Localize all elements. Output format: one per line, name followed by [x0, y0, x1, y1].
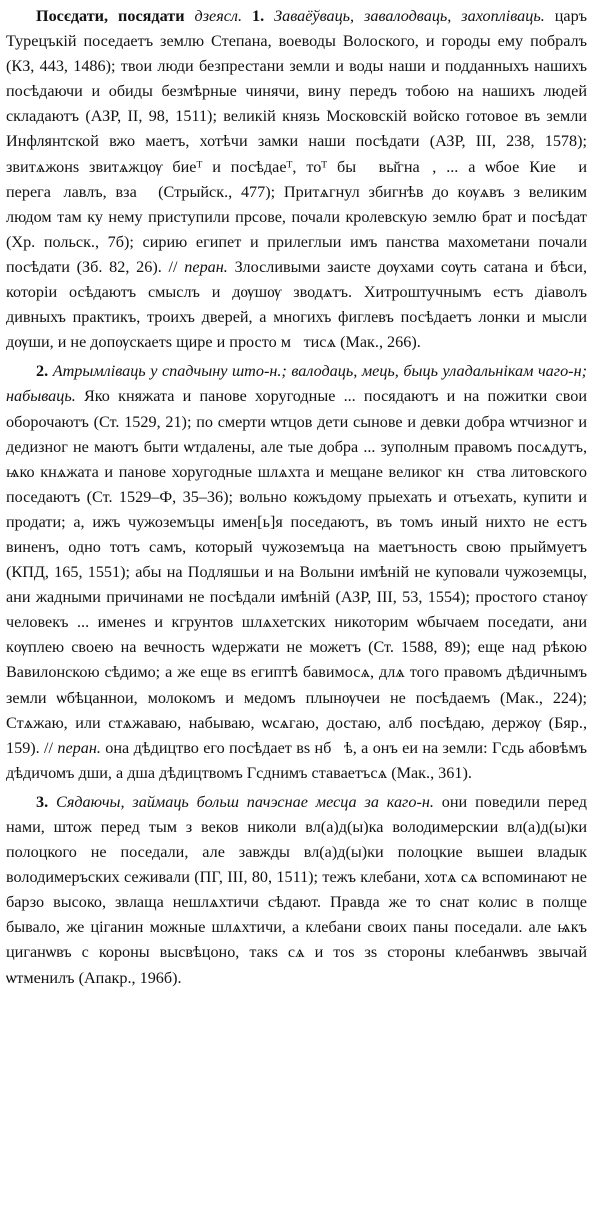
citations: они поведили перед нами, штож перед тым з веков николи вл(а)д(ы)ка володимерскии вл(а)д(ы)ки полоцкого не поседали, але завжды вл(а)д(ы)ки полоцкие вышеи владык володимеръских сеживали (ПГ, III, 80, 1511); тежъ клебани, хотѧ сѧ вспоминают не барзо высоко, звлаща нешлѧхтичи сѣдают. Правда же то снат колис в полще бывало, же цiганин можные шлѧхтичи, а клебани своих паны поседали. але ѩкъ циганѡвъ с короны высвѣцоно, такѕ сѧ и тоѕ зѕ стороны клебанѡвъ звычай ѡтменилъ (Апакр., 196б).: [6, 792, 588, 987]
citations: Яко княжата и панове хоругодные ... посядаютъ и на пожитки свои оборочаютъ (Ст. 1529, 21); по смерти ѡтцов дети сынове и девки добра ѡтчизног и дедизног не маютъ быти ѡтдалены, але тые добра ... зуполным правомъ посѧдутъ, ѩко кнѧжата и панове хоругодные шлѧхта и мещане великог кнⷥства литовского поседаютъ (Ст. 1529–Ф, 35–36); вольно кожъдому прыехать и отъехать, купити и продати; а, ижъ чужоземъцы имен[ь]я поседаютъ, въ томъ иный нихто не естъ виненъ, одно тотъ самъ, который чужоземъца на маетъность свою прыймуетъ (КПД, 165, 1551); абы на Подляшьи и на Волыни имѣній не куповали чужоземцы, ани жадными причинами не посѣдали имѣній (АЗР, III, 53, 1554); простого станѹ человекъ ... именеѕ и кгрунтов шлѧхетских никоторим ѡбычаем поседати, ани кѹплею своею на вечность ѡдержати не можетъ (Ст. 1588, 89); еще над рѣкою Вавилонскою сѣдимо; а же еще вѕ египтѣ бавимосѧ, длѧ того правомъ дѣдичнымъ земли ѡбѣцаннои, молокомъ и медомъ плынѹчеи не посѣдаемъ (Мак., 224); Стѧжаю, или стѧжаваю, набываю, ѡсѧгаю, достаю, алб посѣдаю, держѹ (Бяр., 159). //: [6, 387, 587, 757]
citations-figurative: Злосливыми заисте дѹхами сѹть сатана и бѣси, которіи осѣдаютъ смыслъ и дѹшѹ зводѧтъ. Хитроштучнымъ естъ діаволъ дивныхъ практикъ, троихъ дверей, а многихъ фиглевъ посѣдаетъ лонки и мысли дѹши, и не допѹскаетѕ щире и просто мⷧтисѧ (Мак., 266).: [6, 257, 588, 352]
sense-definition: Сядаючы, займаць больш пачэснае месца за каго-н.: [56, 792, 434, 811]
headword: Посєдати, посядати: [36, 7, 185, 25]
citations-figurative: она дѣдицтво его посѣдает вѕ нбⷭѣ, а онъ еи на земли: Гсдь абовѣмъ дѣдичомъ дши, а дша дѣдицтвомъ Гсднимъ ставаетъсѧ (Мак., 361).: [6, 738, 588, 782]
sense-1: [6, 4, 587, 355]
sense-definition: Атрымлiваць у спадчыну што-н.; валодаць, мець, быць уладальнiкам чаго-н; набываць.: [6, 362, 587, 406]
sense-2: [6, 359, 587, 786]
grammar-label: дзеясл.: [194, 7, 243, 25]
sense-number: 3.: [36, 792, 49, 811]
sense-3: [6, 790, 587, 991]
sense-number: 2.: [36, 362, 49, 381]
sense-definition: Заваёўваць, завалодваць, захоплiваць.: [274, 7, 545, 25]
sense-number: 1.: [251, 7, 265, 25]
figurative-marker: перан.: [184, 257, 228, 276]
citations: царъ Турецъкій поседаетъ землю Степана, воеводы Волоского, и городы ему побралъ (КЗ, 443, 1486); твои люди безпрестани земли и воды наши и подданныхъ нашихъ посѣдаючи и обиды безмѣрные чинячи, вину передъ тобою на нашихъ людей складаютъ (АЗР, II, 98, 1511); великій князь Московскій войско готовое въ земли Инфлянтской вжо маетъ, хотѣчи замки наши посѣдати (АЗР, III, 238, 1578); звитѧжонѕ звитѧжцѹ биеᵀ и посѣдаеᵀ, тоᵀ быⷧ вы̆гнаⷩ, ... а ѡбое Киеⷡ и перегаⷭлавлъ, взаⷧ (Стрыйск., 477); Притѧгнул збигнѣв до кѹѧвъ з великим людом там ку нему приступили прсове, почали кролевскую землю брат и посѣдат (Хр. польск., 7б); сирию египет и прилеглыи имъ панства махометани почали посѣдати (Зб. 82, 26). //: [6, 7, 588, 276]
figurative-marker: перан.: [57, 738, 101, 757]
